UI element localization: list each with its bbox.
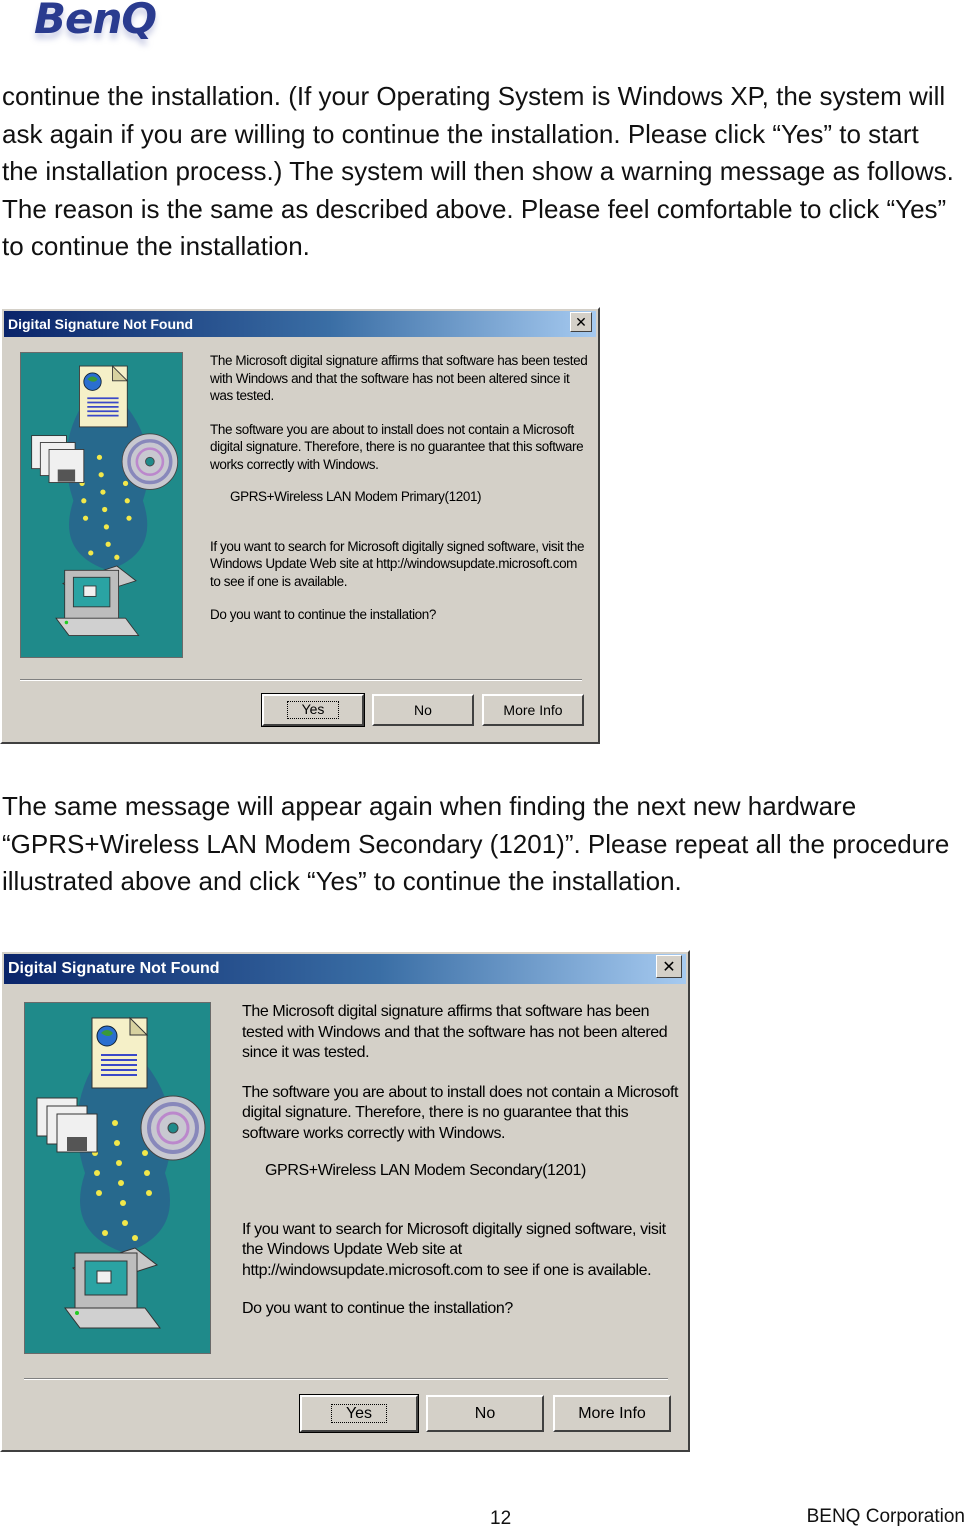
no-button[interactable] bbox=[372, 694, 474, 726]
digital-signature-dialog-primary bbox=[0, 307, 600, 744]
dialog-titlebar bbox=[4, 311, 596, 337]
dialog-message bbox=[210, 352, 590, 624]
dialog-title: Digital Signature Not Found bbox=[8, 316, 194, 332]
message-signature-info: The Microsoft digital signature affirms that software has been tested with Windows and that the software has not been altered since it was tested. bbox=[210, 353, 588, 403]
close-button[interactable] bbox=[570, 312, 592, 332]
benq-logo bbox=[28, 0, 188, 52]
continue-question: Do you want to continue the installation? bbox=[210, 607, 437, 622]
message-no-signature: The software you are about to install does not contain a Microsoft digital signature. Therefore, there is no guarantee that this software works correctly with Windows. bbox=[210, 421, 584, 472]
message-windows-update: If you want to search for Microsoft digitally signed software, visit the Windows Update Web site at http://windowsupdate.microsoft.com to see if one is available. bbox=[210, 538, 585, 589]
dialog-message bbox=[242, 1002, 682, 1320]
no-button-label: No bbox=[474, 1404, 496, 1422]
close-button[interactable] bbox=[656, 955, 682, 978]
more-info-button[interactable] bbox=[553, 1395, 671, 1432]
device-name: GPRS+Wireless LAN Modem Secondary(1201) bbox=[265, 1162, 586, 1179]
message-signature-info: The Microsoft digital signature affirms that software has been tested with Windows and that the software has not been altered since it was tested. bbox=[242, 1003, 668, 1061]
dialog-titlebar bbox=[4, 954, 686, 984]
digital-signature-dialog-secondary bbox=[0, 950, 690, 1452]
yes-button[interactable] bbox=[300, 1395, 418, 1432]
message-no-signature: The software you are about to install does not contain a Microsoft digital signature. Therefore, there is no guarantee that this software works correctly with Windows. bbox=[242, 1083, 679, 1142]
driver-illustration bbox=[24, 1002, 211, 1354]
dialog-separator bbox=[24, 1378, 668, 1380]
yes-button-label: Yes bbox=[331, 1404, 387, 1424]
secondary-paragraph: The same message will appear again when finding the next new hardware “GPRS+Wireless LAN Modem Secondary (1201)”. Please repeat all the procedure illustrated above and click “Yes” to continue the installation. bbox=[2, 791, 950, 896]
dialog-separator bbox=[20, 679, 582, 681]
driver-illustration bbox=[20, 352, 183, 658]
yes-button[interactable] bbox=[262, 694, 364, 726]
more-info-button-label: More Info bbox=[503, 702, 563, 718]
dialog-title: Digital Signature Not Found bbox=[8, 960, 220, 977]
continue-question: Do you want to continue the installation? bbox=[242, 1300, 513, 1317]
message-windows-update: If you want to search for Microsoft digitally signed software, visit the Windows Update Web site at http://windowsupdate.microsoft.com to see if one is available. bbox=[242, 1220, 666, 1279]
driver-illustration-graphic bbox=[21, 353, 183, 658]
company-name: BENQ Corporation bbox=[806, 1506, 965, 1527]
close-icon: ✕ bbox=[662, 958, 676, 976]
yes-button-label: Yes bbox=[287, 701, 340, 718]
page-number: 12 bbox=[490, 1508, 512, 1529]
more-info-button[interactable] bbox=[482, 694, 584, 726]
logo-text: BenQ bbox=[34, 0, 157, 43]
driver-illustration-graphic bbox=[25, 1003, 211, 1354]
close-icon: ✕ bbox=[575, 313, 587, 330]
more-info-button-label: More Info bbox=[578, 1404, 646, 1422]
no-button[interactable] bbox=[426, 1395, 544, 1432]
device-name: GPRS+Wireless LAN Modem Primary(1201) bbox=[230, 489, 482, 504]
intro-paragraph: continue the installation. (If your Operating System is Windows XP, the system will ask again if you are willing to continue the installation. Please click “Yes” to start the installation process.) The system will then show a warning message as follows. The reason is the same as described above. Please feel comfortable to click “Yes” to continue the installation. bbox=[2, 81, 954, 261]
no-button-label: No bbox=[414, 702, 432, 718]
